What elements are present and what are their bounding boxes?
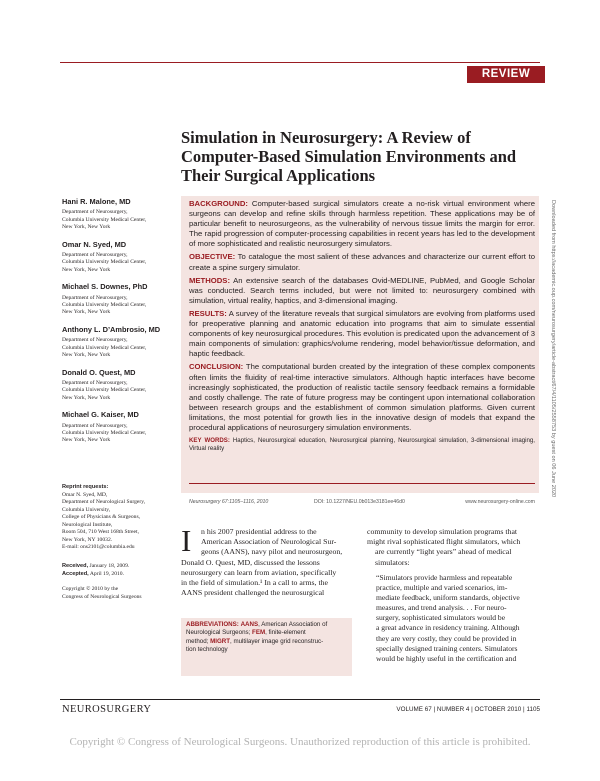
reprint-line: College of Physicians & Surgeons, — [62, 514, 141, 520]
body-line: in the field of simulation.¹ In a call to arms, the — [181, 578, 328, 588]
reprint-requests — [62, 484, 180, 552]
author-affiliation — [62, 295, 180, 317]
affiliation-line: Columbia University Medical Center, — [62, 387, 147, 394]
author-name: Anthony L. D’Ambrosio, MD — [62, 324, 161, 334]
affiliation-line: Columbia University Medical Center, — [62, 344, 147, 351]
download-note-text[interactable]: Downloaded from https://academic.oup.com/neurosurgery/article-abstract/67/4/1105/2558753 by guest on 06 June 2020 — [550, 200, 556, 498]
abbr-text: , multilayer image grid reconstruc- — [230, 637, 324, 645]
title-line: Computer-Based Simulation Environments and — [181, 147, 517, 166]
affiliation-line: Department of Neurosurgery, — [62, 422, 128, 429]
quote-line: surgery, sophisticated simulators would be — [376, 613, 506, 623]
body-line: simulators: — [375, 557, 410, 567]
affiliation-line: New York, New York — [62, 437, 111, 444]
conclusion-label: CONCLUSION: — [189, 362, 244, 372]
body-line: community to develop simulation programs that — [367, 527, 518, 536]
abbr-text: Neurological Surgeons; — [186, 629, 253, 637]
body-line: American Association of Neurological Sur- — [201, 537, 337, 547]
accepted-label: Accepted, — [62, 570, 89, 577]
body-line: are currently “light years” ahead of medical — [375, 547, 512, 557]
title-line: Simulation in Neurosurgery: A Review of — [181, 128, 471, 147]
title-line: Their Surgical Applications — [181, 166, 376, 185]
author-entry — [62, 369, 180, 403]
affiliation-line: Department of Neurosurgery, — [62, 252, 128, 259]
citation: Neurosurgery 67:1105–1116, 2010 — [189, 499, 269, 505]
affiliation-line: Columbia University Medical Center, — [62, 429, 147, 436]
affiliation-line: New York, New York — [62, 309, 111, 316]
affiliation-line: New York, New York — [62, 266, 111, 273]
reprint-line: Omar N. Syed, MD, — [62, 491, 108, 498]
abbr-line — [186, 629, 348, 637]
background-label: BACKGROUND: — [189, 199, 248, 208]
abbr-term: AANS — [240, 621, 259, 628]
author-entry — [62, 198, 180, 232]
reprint-line: Neurological Institute, — [62, 521, 113, 528]
quote-line: mediate feedback, uniform standards, objective — [376, 593, 520, 603]
block-quote — [376, 573, 539, 664]
keywords-label: KEY WORDS: — [189, 437, 230, 445]
abstract-conclusion — [189, 362, 535, 433]
author-affiliation — [62, 209, 180, 231]
objective-label: OBJECTIVE: — [189, 252, 236, 262]
doi[interactable]: DOI: 10.1227/NEU.0b013e3181ee46d0 — [314, 499, 405, 505]
body-line: neurosurgery can learn from aviation, specifically — [181, 567, 337, 577]
download-note — [552, 200, 561, 600]
quote-line: they are very costly, they could be provided in — [376, 633, 517, 643]
results-text: A survey of the literature reveals that surgical simulators are evolving from platforms used for preoperative planning and anatomic education into programs that aim to simulate essential components of key neurosurgical procedures. This evolution is predicated upon the advancement of 3 main components of simulation: graphics/volume rendering, model behavior/tissue deformation, and haptic feedback. — [189, 308, 536, 359]
affiliation-line: Columbia University Medical Center, — [62, 259, 147, 266]
reprint-line: Department of Neurological Surgery, — [62, 499, 146, 505]
affiliation-line: Department of Neurosurgery, — [62, 379, 128, 386]
author-name: Donald O. Quest, MD — [62, 367, 136, 377]
copyright-line: Congress of Neurological Surgeons — [62, 593, 142, 600]
author-affiliation — [62, 337, 180, 359]
background-text: Computer-based surgical simulators create a no-risk virtual environment where surgeons can develop and refine skills through harmless repetition. These applications may be of particular benefit to neurosurgeons, as the vulnerability of nervous tissue limits the margin for error. The rapid progression of computer-processing capabilities in recent years has led to the development of more sophisticated and realistic neurosurgery simulators. — [189, 199, 535, 249]
abbr-term: MIGRT — [210, 637, 231, 645]
reprint-line: Room 504, 710 West 168th Street, — [62, 529, 139, 535]
received-label: Received, — [62, 563, 89, 569]
quote-line: “Simulators provide harmless and repeatable — [376, 573, 513, 582]
affiliation-line: New York, New York — [62, 394, 111, 401]
affiliation-line: Department of Neurosurgery, — [62, 294, 128, 301]
quote-line: practice, multiple and varied scenarios, im- — [376, 583, 508, 593]
author-entry — [62, 326, 180, 360]
affiliation-line: New York, New York — [62, 352, 111, 359]
affiliation-line: Department of Neurosurgery, — [62, 337, 128, 344]
abbr-text: tion technology — [186, 645, 228, 653]
author-affiliation — [62, 252, 180, 274]
abbr-heading: ABBREVIATIONS: — [186, 621, 239, 628]
body-line: n his 2007 presidential address to the — [201, 527, 317, 536]
journal-url[interactable]: www.neurosurgery-online.com — [465, 499, 535, 505]
body-line: might rival sophisticated flight simulators, which — [367, 537, 521, 547]
quote-line: measures, and trend analysis. . . For neuro- — [376, 603, 507, 613]
accepted-date — [62, 571, 180, 579]
affiliation-line: Columbia University Medical Center, — [62, 216, 147, 223]
footer-rule — [60, 699, 540, 700]
affiliation-line: Columbia University Medical Center, — [62, 302, 147, 309]
accepted-value: April 19, 2010. — [88, 570, 125, 577]
author-affiliation — [62, 380, 180, 402]
methods-label: METHODS: — [189, 275, 230, 285]
copyright-line: Copyright © 2010 by the — [62, 586, 119, 592]
section-label: REVIEW — [481, 68, 531, 80]
conclusion-text: The computational burden created by the integration of these complex components often limits the fluidity of real-time interactive simulators. Although haptic interfaces have become increasingly sophisticated, the production of realistic tactile sensory feedback remains a formidable and costly challenge. The rate of future progress may be contingent upon international collaboration between research groups and the establishment of common simulation platforms. Given current limitations, the most potential for growth lies in the innovative design of models that expand the procedural applications of neurosurgery simulation environments. — [189, 362, 535, 432]
abbr-line — [186, 638, 348, 646]
abstract-divider — [189, 483, 535, 484]
received-value: January 18, 2009. — [88, 563, 130, 569]
methods-text: An extensive search of the databases Ovid-MEDLINE, PubMed, and Google Scholar was conducted. Search terms included, but were not limited to: neurosurgery combined with simulation, virtual reality, haptics, and 3-dimensional imaging. — [189, 275, 535, 305]
quote-line: would be highly useful in the certification and — [376, 653, 517, 663]
abbr-text: method; — [186, 637, 211, 645]
author-entry — [62, 411, 180, 445]
abstract-objective — [189, 252, 535, 272]
article-dates — [62, 563, 180, 601]
quote-line: a great advance in residency training. Although — [376, 623, 520, 633]
reprint-heading: Reprint requests: — [62, 484, 109, 490]
affiliation-line: Department of Neurosurgery, — [62, 209, 128, 216]
reprint-line: New York, NY 10032. — [62, 536, 113, 543]
author-name: Michael S. Downes, PhD — [62, 282, 148, 292]
author-name: Hani R. Malone, MD — [62, 197, 131, 206]
received-date — [62, 563, 180, 571]
quote-line: specially designed training centers. Simulators — [376, 643, 518, 653]
author-list — [62, 198, 180, 454]
body-column-2 — [367, 527, 539, 568]
reprint-line: Columbia University, — [62, 506, 111, 513]
keywords-text: Haptics, Neurosurgical education, Neurosurgical planning, Neurosurgical simulation, 3-dimensional imaging, Virtual reality — [189, 437, 535, 453]
reprint-email[interactable]: E-mail: ons2101@columbia.edu — [62, 544, 135, 550]
body-column-1 — [181, 523, 352, 598]
issue-info: VOLUME 67 | NUMBER 4 | OCTOBER 2010 | 1105 — [396, 706, 540, 713]
abbr-term: FEM — [252, 629, 266, 637]
drop-cap: I — [181, 523, 192, 558]
header-rule — [60, 62, 540, 63]
abbr-line — [186, 646, 348, 654]
author-name: Michael G. Kaiser, MD — [62, 410, 139, 420]
abbreviations-text — [186, 621, 348, 654]
body-line: Donald O. Quest, MD, discussed the lessons — [181, 557, 320, 567]
author-affiliation — [62, 423, 180, 445]
abstract-results — [189, 309, 535, 359]
results-label: RESULTS: — [189, 308, 227, 318]
abbr-text: , American Association of — [258, 621, 328, 628]
abstract-keywords — [189, 437, 535, 454]
body-line: AANS president challenged the neurosurgical — [181, 588, 325, 598]
body-line: geons (AANS), navy pilot and neurosurgeon, — [201, 547, 343, 557]
abstract-methods — [189, 276, 535, 306]
abstract-text — [189, 199, 535, 457]
article-title — [181, 128, 541, 185]
objective-text: To catalogue the most salient of these advances and characterize our current effort to create a spine surgery simulator. — [189, 252, 535, 272]
affiliation-line: New York, New York — [62, 224, 111, 231]
author-entry — [62, 283, 180, 317]
journal-name: NEUROSURGERY — [62, 704, 152, 715]
copyright-notice: Copyright © Congress of Neurological Surgeons. Unauthorized reproduction of this article is prohibited. — [69, 736, 531, 748]
author-entry — [62, 241, 180, 275]
abbr-line — [186, 621, 348, 629]
abstract-background — [189, 199, 535, 249]
author-name: Omar N. Syed, MD — [62, 239, 127, 249]
abbr-text: , finite-element — [265, 629, 306, 637]
